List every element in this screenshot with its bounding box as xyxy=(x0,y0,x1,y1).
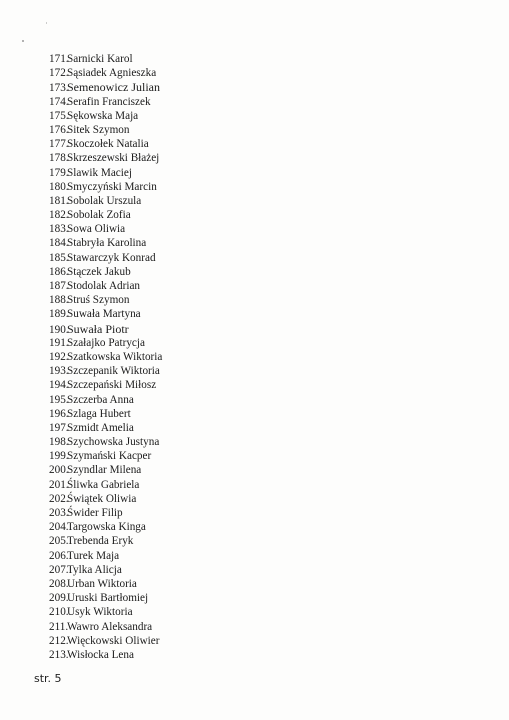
list-item-number: 204. xyxy=(49,521,69,534)
list-item-number: 181. xyxy=(49,194,69,207)
list-item xyxy=(49,563,349,577)
list-item xyxy=(49,293,349,307)
list-item xyxy=(49,137,349,151)
list-item-number: 210. xyxy=(49,606,69,619)
list-item-number: 173. xyxy=(49,82,69,95)
list-item xyxy=(49,180,349,194)
list-item xyxy=(49,421,349,435)
list-item-number: 179. xyxy=(49,166,69,179)
list-item xyxy=(49,520,349,534)
list-item xyxy=(49,222,349,236)
list-item xyxy=(49,151,349,165)
list-item-name: Trebenda Eryk xyxy=(67,535,134,548)
list-item-number: 176. xyxy=(49,123,69,136)
page-number: str. 5 xyxy=(34,672,62,685)
list-item-number: 199. xyxy=(49,450,69,463)
list-item-name: Świątek Oliwia xyxy=(67,492,137,505)
list-item-number: 182. xyxy=(49,209,69,222)
list-item xyxy=(49,478,349,492)
list-item-number: 206. xyxy=(49,549,69,562)
list-item-number: 186. xyxy=(49,265,69,278)
list-item-number: 208. xyxy=(49,577,69,590)
list-item-number: 189. xyxy=(49,308,69,321)
list-item xyxy=(49,251,349,265)
list-item-number: 178. xyxy=(49,152,69,165)
list-item-number: 192. xyxy=(49,350,69,363)
list-item-name: Szmidt Amelia xyxy=(67,421,134,434)
list-item-name: Szlaga Hubert xyxy=(67,407,131,420)
list-item-number: 188. xyxy=(49,294,69,307)
list-item-name: Uruski Bartłomiej xyxy=(67,592,149,605)
list-item xyxy=(49,236,349,250)
list-item xyxy=(49,648,349,662)
list-item-name: Więckowski Oliwier xyxy=(67,634,160,647)
list-item xyxy=(49,123,349,137)
list-item-name: Targowska Kinga xyxy=(67,521,146,534)
list-item-name: Tylka Alicja xyxy=(67,563,122,576)
list-item xyxy=(49,307,349,321)
list-item xyxy=(49,336,349,350)
list-item xyxy=(49,378,349,392)
list-item-name: Skrzeszewski Błażej xyxy=(67,152,160,165)
list-item xyxy=(49,549,349,563)
list-item-number: 207. xyxy=(49,563,69,576)
list-item-name: Szałajko Patrycja xyxy=(67,336,145,349)
list-item xyxy=(49,577,349,591)
scan-speck xyxy=(22,40,24,42)
list-item-name: Wisłocka Lena xyxy=(67,648,134,661)
list-item-name: Szyndlar Milena xyxy=(67,464,142,477)
list-item-name: Stabryła Karolina xyxy=(67,237,147,250)
list-item-name: Sobolak Urszula xyxy=(67,194,142,207)
list-item xyxy=(49,194,349,208)
list-item-name: Śliwka Gabriela xyxy=(67,478,140,491)
list-item-name: Struś Szymon xyxy=(67,294,130,307)
list-item-number: 180. xyxy=(49,180,69,193)
list-item-name: Sitek Szymon xyxy=(67,123,130,136)
list-item-name: Sękowska Maja xyxy=(67,109,139,122)
list-item-number: 191. xyxy=(49,336,69,349)
list-item-number: 197. xyxy=(49,421,69,434)
list-item-number: 177. xyxy=(49,138,69,151)
list-item xyxy=(49,66,349,80)
list-item xyxy=(49,265,349,279)
list-item-number: 211. xyxy=(49,620,69,633)
list-item-name: Stawarczyk Konrad xyxy=(67,251,156,264)
list-item xyxy=(49,605,349,619)
list-item-number: 196. xyxy=(49,407,69,420)
list-item-name: Szczerba Anna xyxy=(67,393,134,406)
list-item-name: Suwała Martyna xyxy=(67,308,141,321)
list-item xyxy=(49,506,349,520)
list-item-name: Sowa Oliwia xyxy=(67,223,126,236)
list-item-name: Smyczyński Marcin xyxy=(67,180,157,193)
list-item-name: Szatkowska Wiktoria xyxy=(67,350,163,363)
list-item-number: 174. xyxy=(49,95,69,108)
name-list xyxy=(49,52,349,662)
list-item-name: Stodolak Adrian xyxy=(67,280,141,292)
list-item xyxy=(49,364,349,378)
list-item-number: 209. xyxy=(49,592,69,605)
list-item-number: 212. xyxy=(49,634,69,647)
list-item-number: 202. xyxy=(49,492,69,505)
list-item-name: Suwała Piotr xyxy=(67,321,129,336)
list-item xyxy=(49,634,349,648)
list-item-number: 187. xyxy=(49,280,69,292)
list-item xyxy=(49,534,349,548)
list-item-name: Slawik Maciej xyxy=(67,166,132,179)
list-item-name: Wawro Aleksandra xyxy=(67,620,153,633)
list-item-number: 171. xyxy=(49,53,69,65)
list-item xyxy=(49,95,349,109)
list-item-name: Sarnicki Karol xyxy=(67,53,133,65)
list-item-number: 183. xyxy=(49,223,69,236)
list-item-number: 175. xyxy=(49,109,69,122)
list-item-name: Sobolak Zofia xyxy=(67,209,131,222)
list-item-number: 213. xyxy=(49,648,69,661)
list-item xyxy=(49,52,349,66)
list-item-number: 184. xyxy=(49,237,69,250)
list-item-number: 193. xyxy=(49,365,69,378)
list-item-name: Stączek Jakub xyxy=(67,265,131,278)
list-item xyxy=(49,492,349,506)
list-item-number: 190. xyxy=(49,323,69,336)
list-item-name: Serafin Franciszek xyxy=(67,95,151,108)
list-item-number: 201. xyxy=(49,478,69,491)
list-item-name: Turek Maja xyxy=(67,549,120,562)
list-item-number: 200. xyxy=(49,464,69,477)
list-item xyxy=(49,350,349,364)
list-item xyxy=(49,620,349,634)
list-item-number: 194. xyxy=(49,379,69,392)
list-item-name: Skoczołek Natalia xyxy=(67,138,149,151)
list-item xyxy=(49,166,349,180)
list-item xyxy=(49,393,349,407)
list-item xyxy=(49,435,349,449)
list-item xyxy=(49,322,349,336)
list-item-name: Szczepański Miłosz xyxy=(67,379,157,392)
list-item-name: Świder Filip xyxy=(67,507,123,519)
list-item xyxy=(49,109,349,123)
list-item-name: Urban Wiktoria xyxy=(67,577,137,590)
list-item xyxy=(49,208,349,222)
list-item xyxy=(49,449,349,463)
list-item-name: Szczepanik Wiktoria xyxy=(67,365,160,378)
scan-speck xyxy=(46,22,47,24)
list-item-number: 195. xyxy=(49,393,69,406)
list-item-name: Sąsiadek Agnieszka xyxy=(67,67,157,80)
list-item xyxy=(49,407,349,421)
list-item-name: Usyk Wiktoria xyxy=(67,606,133,619)
list-item-number: 198. xyxy=(49,436,69,449)
list-item-number: 185. xyxy=(49,251,69,264)
list-item-name: Szychowska Justyna xyxy=(67,436,160,449)
list-item-name: Semenowicz Julian xyxy=(67,80,160,95)
list-item xyxy=(49,463,349,477)
list-item-name: Szymański Kacper xyxy=(67,450,152,463)
list-item-number: 205. xyxy=(49,535,69,548)
list-item-number: 172. xyxy=(49,67,69,80)
list-item xyxy=(49,591,349,605)
list-item xyxy=(49,279,349,293)
list-item-number: 203. xyxy=(49,507,69,519)
list-item xyxy=(49,80,349,94)
